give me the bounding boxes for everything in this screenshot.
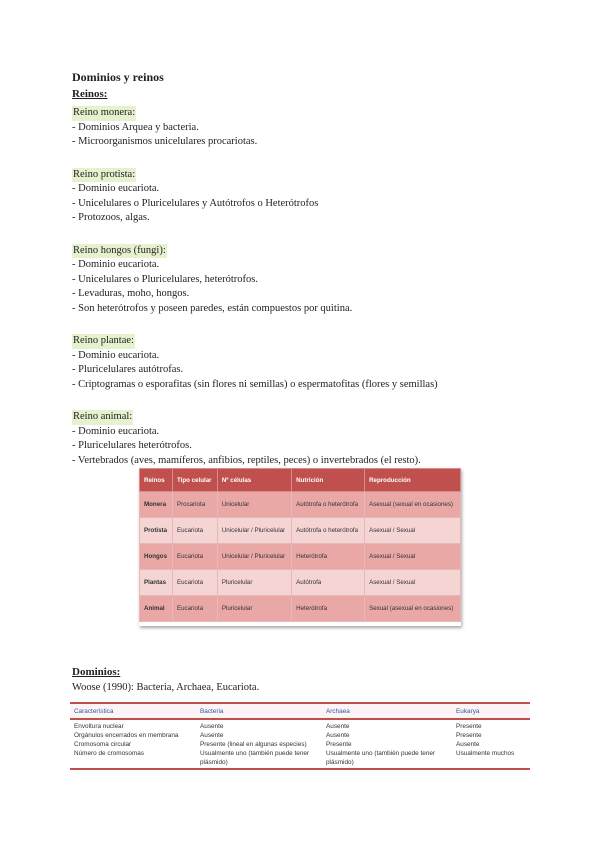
- domain-table-cell: Orgánulos encerrados en membrana: [74, 732, 179, 739]
- kingdom-section: [72, 330, 542, 392]
- kingdom-line: - Pluricelulares heterótrofos.: [72, 440, 192, 451]
- kingdom-table-header: Reproducción: [365, 469, 461, 492]
- kingdom-table-cell: Eucariota: [172, 596, 217, 622]
- kingdom-name: Reino monera:: [72, 106, 136, 121]
- kingdom-section: [72, 406, 542, 468]
- domain-table-header: Bacteria: [200, 707, 224, 715]
- kingdom-section: [72, 164, 542, 226]
- domain-table-cell: Ausente: [326, 723, 350, 730]
- kingdom-table-cell: Asexual / Sexual: [365, 570, 461, 596]
- kingdom-table-cell: Eucariota: [172, 544, 217, 570]
- domain-table-cell: Cromosoma circular: [74, 741, 132, 748]
- kingdom-line: - Criptogramas o esporafitas (sin flores ni semillas) o espermatofitas (flores y semillas): [72, 378, 438, 390]
- kingdom-table-cell: Animal: [140, 596, 173, 622]
- domain-table-cell: Presente: [456, 732, 482, 739]
- kingdom-table-cell: Eucariota: [172, 518, 217, 544]
- kingdom-table-cell: Heterótrofa: [292, 544, 365, 570]
- kingdom-table-cell: Unicelular / Pluricelular: [217, 518, 291, 544]
- kingdom-line: - Dominio eucariota.: [72, 259, 160, 270]
- kingdom-table-cell: Asexual (sexual en ocasiones): [365, 492, 461, 518]
- domain-table-header-row: [70, 702, 530, 720]
- kingdom-line: - Microorganismos unicelulares procariotas.: [72, 136, 258, 147]
- table-row: [140, 518, 461, 544]
- domain-table-cell: Envoltura nuclear: [74, 723, 124, 730]
- kingdom-name: Reino plantae:: [72, 334, 135, 349]
- kingdom-line: - Vertebrados (aves, mamíferos, anfibios, reptiles, peces) o invertebrados (el resto).: [72, 454, 421, 466]
- kingdom-name: Reino hongos (fungi):: [72, 244, 167, 259]
- kingdom-table-cell: Sexual (asexual en ocasiones): [365, 596, 461, 622]
- kingdom-table-cell: Autótrofa o heterótrofa: [292, 492, 365, 518]
- domain-table-cell: Presente: [326, 741, 352, 748]
- kingdom-table-cell: Plantas: [140, 570, 173, 596]
- domain-table-cell: Presente: [456, 723, 482, 730]
- kingdom-line: - Son heterótrofos y poseen paredes, están compuestos por quitina.: [72, 302, 353, 314]
- kingdom-line: - Dominio eucariota.: [72, 425, 160, 437]
- kingdom-table-cell: Procariota: [172, 492, 217, 518]
- table-row: [70, 731, 530, 740]
- domain-table-cell: Usualmente uno (también puede tener plásmido): [326, 750, 436, 766]
- kingdom-line: - Levaduras, moho, hongos.: [72, 288, 190, 299]
- page-title: Dominios y reinos: [72, 70, 164, 84]
- domain-table-cell: Ausente: [200, 732, 224, 739]
- kingdom-section: [72, 240, 542, 317]
- kingdom-line: - Dominios Arquea y bacteria.: [72, 121, 199, 133]
- domain-table-cell: Número de cromosomas: [74, 750, 144, 757]
- kingdom-line: - Unicelulares o Pluricelulares, heterótrofos.: [72, 273, 259, 285]
- kingdom-name: Reino protista:: [72, 168, 136, 183]
- table-row: [140, 544, 461, 570]
- domain-table-header: Eukarya: [456, 707, 480, 715]
- table-row: [70, 722, 530, 731]
- kingdom-table-cell: Monera: [140, 492, 173, 518]
- domain-table-cell: Presente (lineal en algunas especies): [200, 741, 307, 748]
- kingdom-table-cell: Unicelular / Pluricelular: [217, 544, 291, 570]
- kingdom-table-cell: Heterótrofa: [292, 596, 365, 622]
- table-row: [140, 596, 461, 622]
- document-body: [72, 70, 542, 482]
- domain-table-cell: Usualmente muchos: [456, 750, 515, 757]
- dominios-heading: Dominios:: [72, 666, 121, 678]
- kingdom-table-cell: Autótrofa o heterótrofa: [292, 518, 365, 544]
- domain-table: [70, 702, 530, 770]
- table-row: [70, 749, 530, 767]
- domain-table-header: Característica: [74, 707, 114, 715]
- table-row: [140, 492, 461, 518]
- kingdom-line: - Pluricelulares autótrofas.: [72, 364, 184, 375]
- kingdom-line: - Dominio eucariota.: [72, 183, 160, 194]
- woese-line: Woose (1990): Bacteria, Archaea, Eucariota.: [72, 682, 260, 693]
- kingdom-table-cell: Hongos: [140, 544, 173, 570]
- kingdom-table-cell: Autótrofa: [292, 570, 365, 596]
- domain-table-body: [70, 720, 530, 770]
- kingdom-table-cell: Pluricelular: [217, 596, 291, 622]
- kingdom-table-cell: Unicelular: [217, 492, 291, 518]
- kingdom-table-header: Tipo celular: [172, 469, 217, 492]
- reinos-heading: Reinos:: [72, 88, 108, 100]
- kingdom-list: [72, 102, 542, 468]
- kingdom-table-cell: Asexual / Sexual: [365, 518, 461, 544]
- kingdom-table-header: Nº células: [217, 469, 291, 492]
- domain-table-cell: Usualmente uno (también puede tener plásmido): [200, 750, 310, 766]
- kingdom-table-cell: Pluricelular: [217, 570, 291, 596]
- kingdom-section: [72, 102, 542, 150]
- kingdom-line: - Dominio eucariota.: [72, 349, 160, 361]
- kingdom-line: - Protozoos, algas.: [72, 212, 150, 223]
- domain-table-cell: Ausente: [200, 723, 224, 730]
- kingdom-table-cell: Protista: [140, 518, 173, 544]
- kingdom-line: - Unicelulares o Pluricelulares y Autótrofos o Heterótrofos: [72, 197, 319, 209]
- domain-table-header: Archaea: [326, 707, 350, 715]
- kingdom-table-cell: Asexual / Sexual: [365, 544, 461, 570]
- kingdom-name: Reino animal:: [72, 410, 133, 425]
- kingdom-table-cell: Eucariota: [172, 570, 217, 596]
- table-row: [70, 740, 530, 749]
- kingdom-table-header: Nutrición: [292, 469, 365, 492]
- kingdom-table: [139, 468, 461, 626]
- table-row: [140, 570, 461, 596]
- domain-table-cell: Ausente: [326, 732, 350, 739]
- kingdom-table-header: Reinos: [140, 469, 173, 492]
- domain-table-cell: Ausente: [456, 741, 480, 748]
